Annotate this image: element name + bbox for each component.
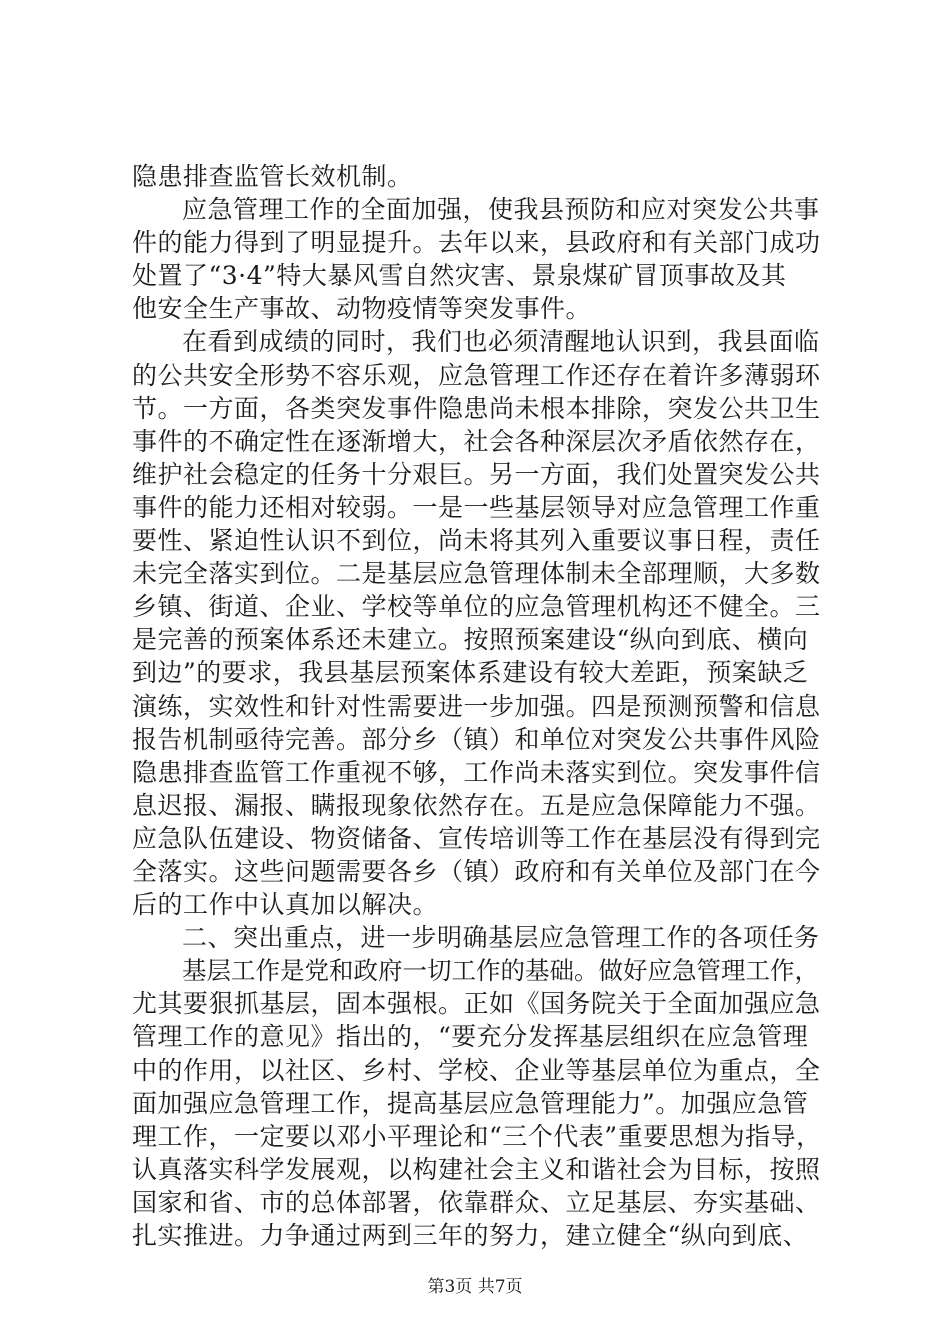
text-line: 后的工作中认真加以解决。	[132, 890, 439, 920]
text-line: 面加强应急管理工作，提高基层应急管理能力”。加强应急管	[132, 1088, 809, 1118]
page-footer: 第3页 共7页	[427, 1277, 523, 1297]
text-line: 隐患排查监管长效机制。	[132, 162, 413, 191]
text-line: 基层工作是党和政府一切工作的基础。做好应急管理工作，	[182, 956, 819, 986]
text-line: 息迟报、漏报、瞒报现象依然存在。五是应急保障能力不强。	[132, 790, 821, 820]
text-line: 维护社会稳定的任务十分艰巨。另一方面，我们处置突发公共	[132, 459, 821, 489]
text-line: 他安全生产事故、动物疫情等突发事件。	[132, 294, 592, 324]
text-line: 乡镇、街道、企业、学校等单位的应急管理机构还不健全。三	[132, 592, 821, 622]
text-line: 未完全落实到位。二是基层应急管理体制未全部理顺，大多数	[132, 559, 821, 589]
document-body	[132, 160, 832, 1252]
text-line: 二、突出重点，进一步明确基层应急管理工作的各项任务	[182, 923, 820, 953]
text-line: 管理工作的意见》指出的，“要充分发挥基层组织在应急管理	[132, 1022, 809, 1052]
text-line: 节。一方面，各类突发事件隐患尚未根本排除，突发公共卫生	[132, 393, 821, 423]
text-line: 尤其要狠抓基层，固本强根。正如《国务院关于全面加强应急	[132, 989, 821, 1019]
text-line: 理工作，一定要以邓小平理论和“三个代表”重要思想为指导，	[132, 1121, 822, 1151]
text-line: 报告机制亟待完善。部分乡（镇）和单位对突发公共事件风险	[132, 724, 821, 754]
text-line: 应急管理工作的全面加强，使我县预防和应对突发公共事	[182, 195, 820, 225]
text-line: 隐患排查监管工作重视不够，工作尚未落实到位。突发事件信	[132, 757, 821, 787]
text-line: 件的能力得到了明显提升。去年以来，县政府和有关部门成功	[132, 228, 821, 258]
text-line: 全落实。这些问题需要各乡（镇）政府和有关单位及部门在今	[132, 856, 821, 886]
text-line: 在看到成绩的同时，我们也必须清醒地认识到，我县面临	[182, 327, 820, 357]
text-line: 事件的不确定性在逐渐增大，社会各种深层次矛盾依然存在，	[132, 426, 821, 456]
text-line: 中的作用，以社区、乡村、学校、企业等基层单位为重点，全	[132, 1055, 821, 1085]
text-line: 国家和省、市的总体部署，依靠群众、立足基层、夯实基础、	[132, 1187, 821, 1217]
text-line: 应急队伍建设、物资储备、宣传培训等工作在基层没有得到完	[132, 823, 821, 853]
text-line: 到边”的要求，我县基层预案体系建设有较大差距，预案缺乏	[132, 658, 809, 688]
text-line: 的公共安全形势不容乐观，应急管理工作还存在着许多薄弱环	[132, 360, 821, 390]
text-line: 要性、紧迫性认识不到位，尚未将其列入重要议事日程，责任	[132, 526, 821, 556]
text-line: 扎实推进。力争通过两到三年的努力，建立健全“纵向到底、	[132, 1221, 809, 1250]
text-line: 处置了“3·4”特大暴风雪自然灾害、景泉煤矿冒顶事故及其	[132, 261, 787, 291]
text-line: 认真落实科学发展观，以构建社会主义和谐社会为目标，按照	[132, 1154, 821, 1184]
text-line: 演练，实效性和针对性需要进一步加强。四是预测预警和信息	[132, 691, 821, 721]
text-line: 事件的能力还相对较弱。一是一些基层领导对应急管理工作重	[132, 492, 821, 522]
text-line: 是完善的预案体系还未建立。按照预案建设“纵向到底、横向	[132, 625, 809, 655]
